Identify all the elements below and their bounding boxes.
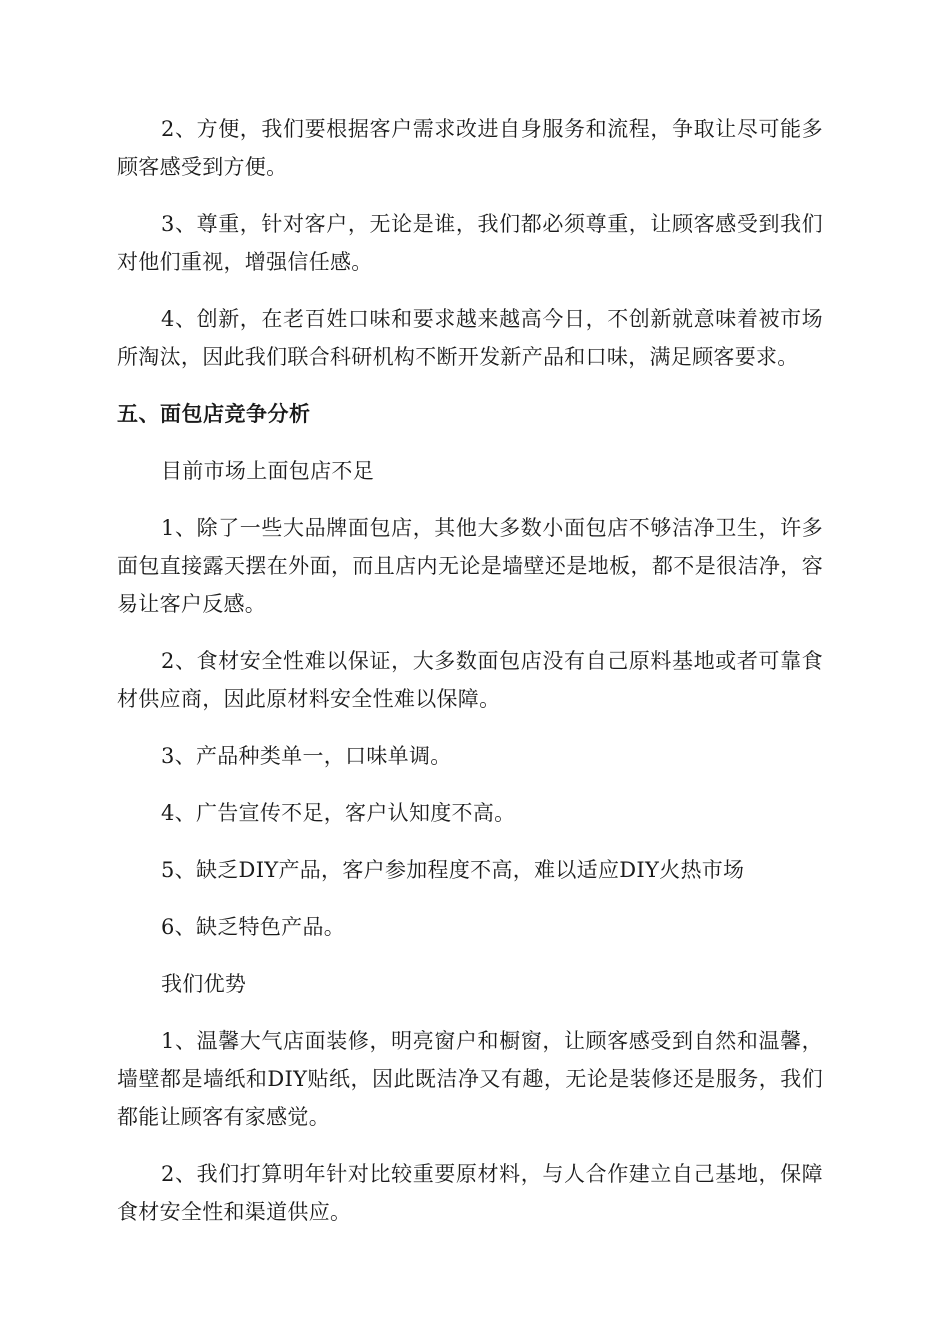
paragraph-shortcoming-specialty: 6、缺乏特色产品。 xyxy=(161,915,346,939)
paragraph-shortcoming-hygiene: 1、除了一些大品牌面包店，其他大多数小面包店不够洁净卫生，许多面包直接露天摆在外面，而且店内无论是墙壁还是地板，都不是很洁净，容易让客户反感。 xyxy=(117,516,823,616)
paragraph-advantages-intro: 我们优势 xyxy=(161,972,247,996)
paragraph-innovation: 4、创新，在老百姓口味和要求越来越高今日，不创新就意味着被市场所淘汰，因此我们联合科研机构不断开发新产品和口味，满足顾客要求。 xyxy=(117,307,823,369)
paragraph-shortcoming-diy: 5、缺乏DIY产品，客户参加程度不高，难以适应DIY火热市场 xyxy=(161,858,745,882)
paragraph-shortcoming-food-safety: 2、食材安全性难以保证，大多数面包店没有自己原料基地或者可靠食材供应商，因此原材料安全性难以保障。 xyxy=(117,649,823,711)
paragraph-convenience: 2、方便，我们要根据客户需求改进自身服务和流程，争取让尽可能多顾客感受到方便。 xyxy=(117,117,823,179)
paragraph-shortcoming-variety: 3、产品种类单一，口味单调。 xyxy=(161,744,452,768)
paragraph-advantage-supply-base: 2、我们打算明年针对比较重要原材料，与人合作建立自己基地，保障食材安全性和渠道供应。 xyxy=(117,1162,823,1224)
section-heading: 五、面包店竞争分析 xyxy=(117,402,311,426)
paragraph-advantage-decor: 1、温馨大气店面装修，明亮窗户和橱窗，让顾客感受到自然和温馨，墙壁都是墙纸和DIY贴纸，因此既洁净又有趣，无论是装修还是服务，我们都能让顾客有家感觉。 xyxy=(117,1029,823,1129)
document-page xyxy=(117,110,823,1250)
paragraph-respect: 3、尊重，针对客户，无论是谁，我们都必须尊重，让顾客感受到我们对他们重视，增强信任感。 xyxy=(117,212,823,274)
paragraph-shortcoming-advertising: 4、广告宣传不足，客户认知度不高。 xyxy=(161,801,516,825)
paragraph-market-shortcomings-intro: 目前市场上面包店不足 xyxy=(161,459,374,483)
